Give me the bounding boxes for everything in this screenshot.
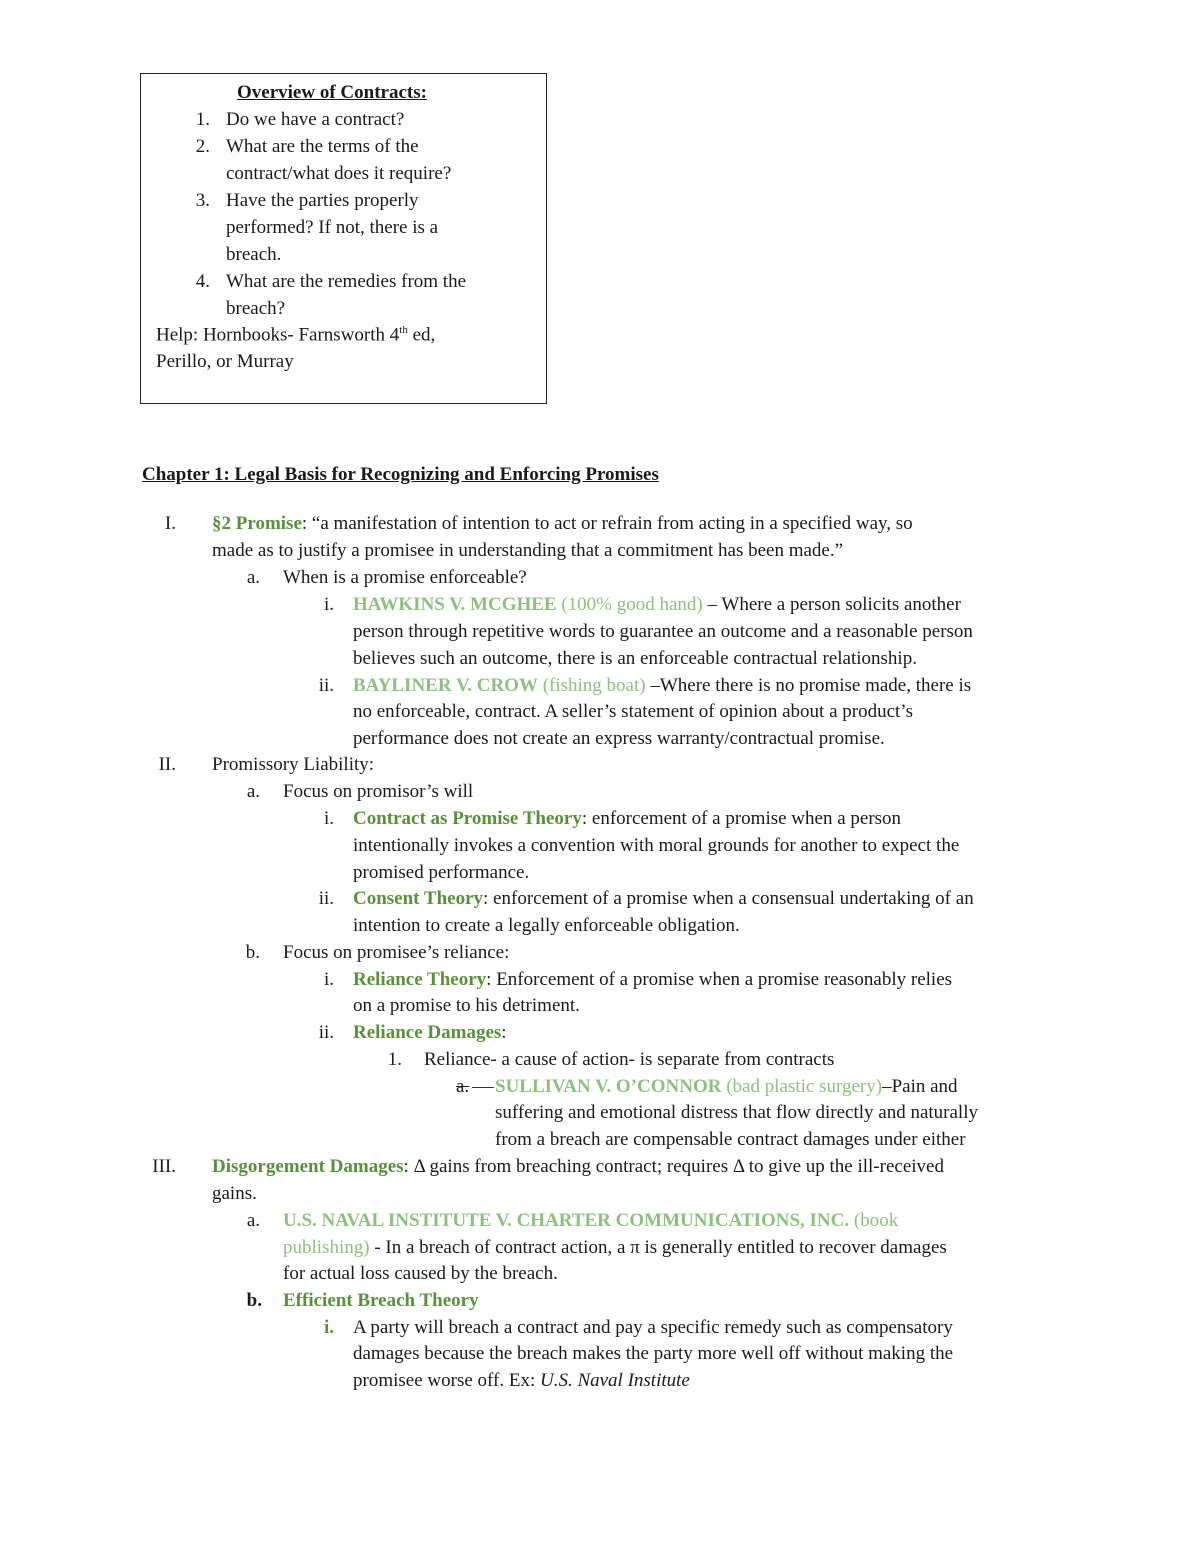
case-note: (fishing boat) bbox=[537, 675, 646, 696]
overview-item-number: 4. bbox=[195, 271, 210, 292]
term: §2 Promise bbox=[212, 513, 302, 534]
case-line bbox=[353, 594, 961, 616]
item-marker: i. bbox=[323, 808, 334, 829]
subsection-marker: a. bbox=[246, 781, 260, 802]
item-marker: ii. bbox=[318, 675, 334, 696]
overview-item-number: 1. bbox=[195, 109, 210, 130]
term: Reliance Damages bbox=[353, 1022, 502, 1043]
case-line: performance does not create an express warranty/contractual promise. bbox=[353, 728, 885, 749]
case-line: believes such an outcome, there is an enforceable contractual relationship. bbox=[353, 648, 917, 669]
section-line bbox=[212, 513, 913, 535]
term: Contract as Promise Theory bbox=[353, 808, 582, 829]
item-line bbox=[353, 1370, 690, 1392]
item-marker: ii. bbox=[318, 888, 334, 909]
overview-item-text: contract/what does it require? bbox=[226, 163, 452, 184]
term: Consent Theory bbox=[353, 888, 484, 909]
overview-item-text: What are the terms of the bbox=[226, 136, 419, 157]
case-note: (book bbox=[849, 1210, 899, 1231]
item-line: damages because the breach makes the party more well off without making the bbox=[353, 1343, 954, 1364]
item-marker: i. bbox=[323, 1317, 334, 1338]
numbered-marker: 1. bbox=[387, 1049, 402, 1070]
subsection-marker: a. bbox=[246, 1210, 260, 1231]
item-line: on a promise to his detriment. bbox=[353, 995, 580, 1016]
strike-line bbox=[472, 1087, 494, 1088]
section-line: gains. bbox=[212, 1183, 257, 1204]
text: : “a manifestation of intention to act or refrain from acting in a specified way, so bbox=[301, 513, 913, 534]
subsection-marker: b. bbox=[246, 1290, 262, 1311]
text: : Δ gains from breaching contract; requires Δ to give up the ill-received bbox=[403, 1156, 944, 1177]
overview-item-text: breach. bbox=[226, 244, 282, 265]
overview-item-text: Have the parties properly bbox=[226, 190, 419, 211]
help-line: Perillo, or Murray bbox=[156, 351, 294, 372]
overview-title: Overview of Contracts: bbox=[237, 82, 427, 103]
chapter-title: Chapter 1: Legal Basis for Recognizing and Enforcing Promises bbox=[142, 464, 659, 485]
case-line: person through repetitive words to guarantee an outcome and a reasonable person bbox=[353, 621, 973, 642]
subsection-marker: b. bbox=[245, 942, 260, 963]
item-marker: i. bbox=[323, 594, 334, 615]
help-text: Help: Hornbooks- Farnsworth 4 bbox=[156, 324, 400, 346]
text: : Enforcement of a promise when a promise reasonably relies bbox=[486, 969, 953, 990]
case-line bbox=[283, 1237, 947, 1259]
item-line: intentionally invokes a convention with moral grounds for another to expect the bbox=[353, 835, 960, 856]
item-line bbox=[353, 888, 974, 910]
lettered-marker: a. bbox=[456, 1076, 470, 1097]
text: : enforcement of a promise when a consensual undertaking of an bbox=[483, 888, 974, 909]
help-superscript: th bbox=[399, 324, 408, 336]
case-name: HAWKINS V. MCGHEE bbox=[353, 594, 557, 615]
section-marker: II. bbox=[158, 754, 176, 775]
case-note: (bad plastic surgery) bbox=[721, 1076, 883, 1097]
text: promisee worse off. Ex: bbox=[353, 1370, 540, 1391]
text: - In a breach of contract action, a π is generally entitled to recover damages bbox=[369, 1237, 947, 1258]
item-marker: i. bbox=[323, 969, 334, 990]
text: : enforcement of a promise when a person bbox=[581, 808, 902, 829]
overview-item-number: 2. bbox=[195, 136, 210, 157]
case-name: SULLIVAN V. O’CONNOR bbox=[495, 1076, 722, 1097]
item-line bbox=[353, 969, 952, 991]
overview-item-number: 3. bbox=[195, 190, 210, 211]
case-line: suffering and emotional distress that flow directly and naturally bbox=[495, 1102, 978, 1123]
item-line: promised performance. bbox=[353, 862, 530, 883]
term: Disgorgement Damages bbox=[212, 1156, 404, 1177]
item-line: intention to create a legally enforceable obligation. bbox=[353, 915, 740, 936]
numbered-line: Reliance- a cause of action- is separate from contracts bbox=[424, 1049, 835, 1070]
section-line bbox=[212, 1156, 944, 1178]
term: Reliance Theory bbox=[353, 969, 487, 990]
case-name: U.S. NAVAL INSTITUTE V. CHARTER COMMUNICATIONS, INC. bbox=[283, 1210, 850, 1231]
text: : bbox=[501, 1022, 507, 1043]
section-marker: III. bbox=[152, 1156, 176, 1177]
subsection-line: Focus on promisor’s will bbox=[283, 781, 474, 802]
text: –Where there is no promise made, there is bbox=[645, 675, 972, 696]
case-line bbox=[353, 675, 971, 697]
help-text: ed, bbox=[407, 324, 436, 346]
section-line: made as to justify a promisee in understanding that a commitment has been made.” bbox=[212, 540, 844, 561]
case-reference: U.S. Naval Institute bbox=[539, 1370, 690, 1391]
overview-item-text: Do we have a contract? bbox=[226, 109, 405, 130]
item-line: A party will breach a contract and pay a specific remedy such as compensatory bbox=[353, 1317, 953, 1338]
text: – Where a person solicits another bbox=[702, 594, 961, 615]
help-line bbox=[156, 324, 435, 346]
overview-item-text: performed? If not, there is a bbox=[226, 217, 439, 238]
section-marker: I. bbox=[164, 513, 176, 534]
case-line: no enforceable, contract. A seller’s statement of opinion about a product’s bbox=[353, 701, 913, 722]
item-marker: ii. bbox=[318, 1022, 334, 1043]
case-note: publishing) bbox=[283, 1237, 370, 1258]
section-line: Promissory Liability: bbox=[212, 754, 375, 775]
case-line bbox=[283, 1210, 898, 1232]
text: –Pain and bbox=[882, 1076, 958, 1097]
term: Efficient Breach Theory bbox=[283, 1290, 479, 1311]
subsection-marker: a. bbox=[246, 567, 260, 588]
overview-item-text: breach? bbox=[226, 298, 286, 319]
subsection-line: Focus on promisee’s reliance: bbox=[283, 942, 510, 963]
case-line: for actual loss caused by the breach. bbox=[283, 1263, 558, 1284]
item-line bbox=[353, 808, 901, 830]
subsection-line: When is a promise enforceable? bbox=[283, 567, 527, 588]
case-line bbox=[495, 1076, 958, 1098]
case-name: BAYLINER V. CROW bbox=[353, 675, 538, 696]
case-line: from a breach are compensable contract damages under either bbox=[495, 1129, 966, 1150]
case-note: (100% good hand) bbox=[556, 594, 703, 615]
overview-item-text: What are the remedies from the bbox=[226, 271, 467, 292]
item-line bbox=[353, 1022, 507, 1044]
